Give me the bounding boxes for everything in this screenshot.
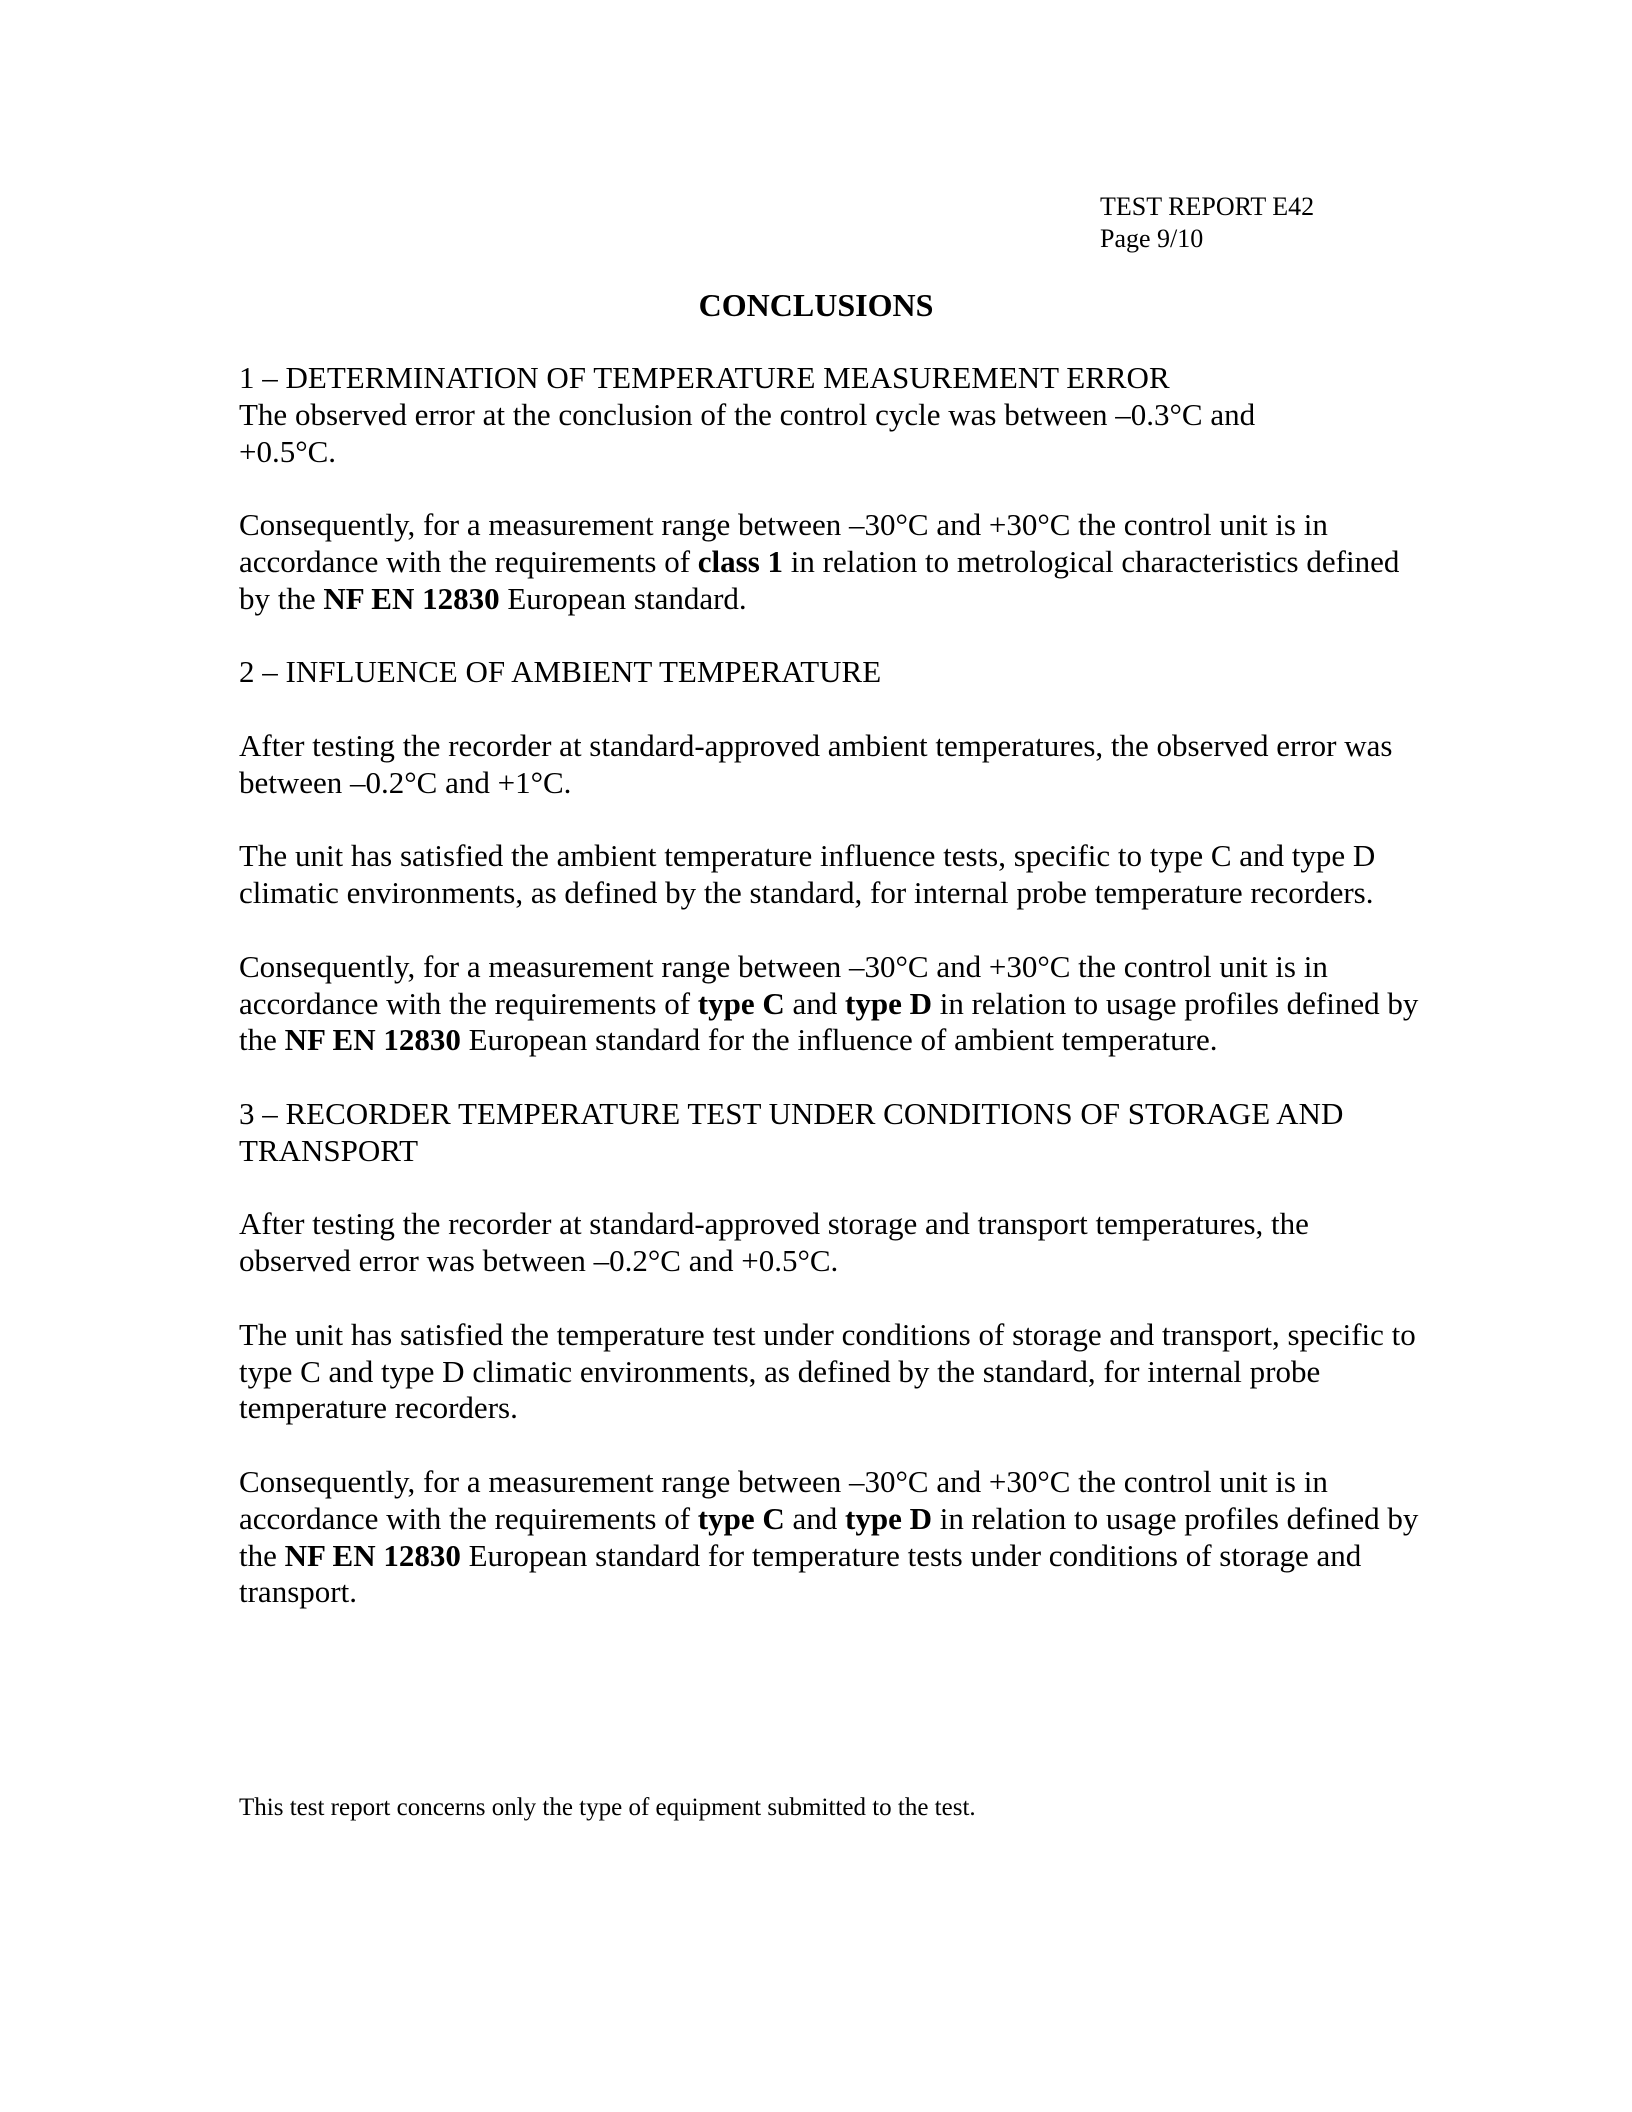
section-2-type-c: type C — [697, 985, 785, 1021]
section-3-paragraph-1: After testing the recorder at standard-approved storage and transport temperatures, the observed error was between –0.2°C and +0.5°C. — [239, 1206, 1309, 1279]
section-2-type-d: type D — [845, 985, 932, 1021]
report-id: TEST REPORT E42 — [1100, 192, 1315, 221]
section-1-conclusion-text-mid: in relation to metrological characteristics defined by the — [239, 543, 1400, 616]
section-1-heading: 1 – DETERMINATION OF TEMPERATURE MEASUREMENT ERROR — [239, 360, 1170, 395]
section-3-type-c: type C — [697, 1500, 785, 1536]
section-1-conclusion-text-end: European standard. — [499, 580, 747, 616]
section-1-class: class 1 — [697, 543, 784, 579]
section-2-conclusion-text-mid: in relation to usage profiles defined by the — [239, 985, 1419, 1058]
section-1-conclusion — [239, 507, 1419, 617]
footer-note: This test report concerns only the type of equipment submitted to the test. — [239, 1794, 976, 1821]
section-1-text-line2: +0.5°C. — [239, 433, 337, 469]
section-2-paragraph-1: After testing the recorder at standard-approved ambient temperatures, the observed error was between –0.2°C and +1°C. — [239, 727, 1393, 800]
section-3-conclusion-text-mid: in relation to usage profiles defined by the — [239, 1500, 1419, 1573]
section-3-conclusion-text: Consequently, for a measurement range between –30°C and +30°C the control unit is in accordance with the requirements of — [239, 1463, 1328, 1536]
section-2-standard: NF EN 12830 — [284, 1022, 461, 1058]
section-1-text — [239, 397, 1419, 471]
document-body — [239, 360, 1419, 1611]
section-2-conclusion — [239, 949, 1419, 1059]
section-3-and: and — [784, 1500, 845, 1536]
section-2-conclusion-text-end: European standard for the influence of ambient temperature. — [460, 1022, 1218, 1058]
section-2-and: and — [784, 985, 845, 1021]
section-3-standard: NF EN 12830 — [284, 1537, 461, 1573]
section-1-text-line1: The observed error at the conclusion of the control cycle was between –0.3°C and — [239, 396, 1256, 432]
section-3-conclusion — [239, 1464, 1419, 1611]
page-number: Page 9/10 — [1100, 224, 1204, 253]
section-3-paragraph-2: The unit has satisfied the temperature test under conditions of storage and transport, specific to type C and type D climatic environments, as defined by the standard, for internal probe temperature recorders. — [239, 1316, 1416, 1426]
section-2-heading: 2 – INFLUENCE OF AMBIENT TEMPERATURE — [239, 654, 882, 690]
report-header — [1100, 191, 1314, 255]
section-1-standard: NF EN 12830 — [323, 580, 500, 616]
section-3-heading: 3 – RECORDER TEMPERATURE TEST UNDER CONDITIONS OF STORAGE AND TRANSPORT — [239, 1095, 1344, 1168]
page-title: CONCLUSIONS — [698, 287, 934, 323]
section-3-conclusion-text-end: European standard for temperature tests under conditions of storage and transport. — [239, 1537, 1362, 1610]
section-3-type-d: type D — [845, 1500, 932, 1536]
section-1-conclusion-text: Consequently, for a measurement range between –30°C and +30°C the control unit is in accordance with the requirements of — [239, 507, 1328, 579]
section-2-paragraph-2: The unit has satisfied the ambient temperature influence tests, specific to type C and type D climatic environments, as defined by the standard, for internal probe temperature recorders. — [239, 838, 1376, 911]
section-2-conclusion-text: Consequently, for a measurement range between –30°C and +30°C the control unit is in accordance with the requirements of — [239, 948, 1328, 1021]
